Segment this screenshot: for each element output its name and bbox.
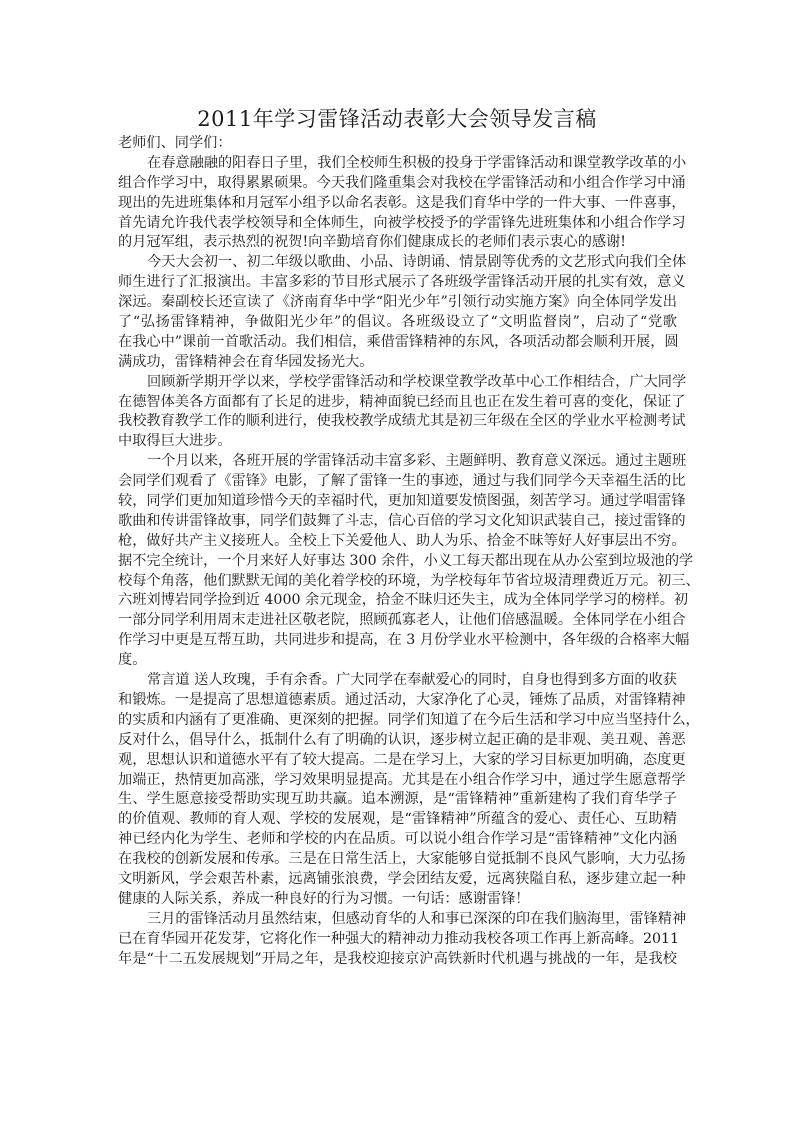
document-title: 2011年学习雷锋活动表彰大会领导发言稿 — [197, 107, 597, 131]
paragraph-line: 在我校的创新发展和传承。三是在日常生活上，大家能够自觉抵制不良风气影响，大力弘扬 — [118, 851, 686, 868]
paragraph-line: 反对什么，倡导什么，抵制什么有了明确的认识，逐步树立起正确的是非观、美丑观、善恶 — [118, 731, 686, 748]
paragraph-line: 我校教育教学工作的顺利进行，使我校教学成绩尤其是初三年级在全区的学业水平检测考试 — [118, 413, 686, 430]
paragraph-line: 生、学生愿意接受帮助实现互助共赢。追本溯源，是“雷锋精神”重新建构了我们育华学子 — [118, 791, 677, 808]
salutation: 老师们、同学们： — [118, 135, 232, 151]
paragraph-line: 了“弘扬雷锋精神，争做阳光少年”的倡议。各班级设立了“文明监督岗”，启动了“党歌 — [118, 314, 677, 331]
paragraph-line: 一个月以来，各班开展的学雷锋活动丰富多彩、主题鲜明、教育意义深远。通过主题班 — [147, 453, 687, 470]
paragraph-line: 已在育华园开花发芽，它将化作一种强大的精神动力推动我校各项工作再上新高峰。2011 — [118, 930, 680, 947]
paragraph-line: 师生进行了汇报演出。丰富多彩的节目形式展示了各班级学雷锋活动开展的扎实有效，意义 — [118, 274, 686, 291]
paragraph-line: 文明新风，学会艰苦朴素，远离铺张浪费，学会团结友爱，远离狭隘自私，逐步建立起一种 — [118, 870, 686, 887]
paragraph-line: 中取得巨大进步。 — [118, 433, 232, 450]
paragraph-line: 校每个角落，他们默默无闻的美化着学校的环境，为学校每年节省垃圾清理费近万元。初三、 — [118, 572, 700, 589]
paragraph-line: 六班刘博岩同学捡到近 4000 余元现金，拾金不昧归还失主，成为全体同学学习的榜样。初 — [118, 592, 689, 609]
paragraph-line: 回顾新学期开学以来，学校学雷锋活动和学校课堂教学改革中心工作相结合，广大同学 — [147, 373, 687, 390]
paragraph-line: 常言道 送人玫瑰，手有余香。广大同学在奉献爱心的同时，自身也得到多方面的收获 — [147, 672, 677, 689]
paragraph-line: 歌曲和传讲雷锋故事，同学们鼓舞了斗志，信心百倍的学习文化知识武装自己，接过雷锋的 — [118, 512, 686, 529]
paragraph-line: 度。 — [118, 652, 147, 669]
paragraph-line: 组合作学习中，取得累累硕果。今天我们隆重集会对我校在学雷锋活动和小组合作学习中涌 — [118, 174, 686, 191]
paragraph-line: 和锻炼。一是提高了思想道德素质。通过活动，大家净化了心灵，锤炼了品质，对雷锋精神 — [118, 691, 686, 708]
paragraph-line: 加端正，热情更加高涨，学习效果明显提高。尤其是在小组合作学习中，通过学生愿意帮学 — [118, 771, 686, 788]
paragraph-line: 健康的人际关系，养成一种良好的行为习惯。一句话：感谢雷锋！ — [118, 890, 530, 907]
paragraph — [118, 253, 687, 372]
paragraph-line: 今天大会初一、初二年级以歌曲、小品、诗朗诵、情景剧等优秀的文艺形式向我们全体 — [147, 254, 687, 271]
paragraph-line: 观，思想认识和道德水平有了较大提高。二是在学习上，大家的学习目标更加明确，态度更 — [118, 751, 686, 768]
paragraph — [118, 671, 700, 910]
paragraph-line: 较，同学们更加知道珍惜今天的幸福时代，更加知道要发愤图强，刻苦学习。通过学唱雷锋 — [118, 493, 686, 510]
paragraph-line: 的实质和内涵有了更准确、更深刻的把握。同学们知道了在今后生活和学习中应当坚持什么， — [118, 711, 700, 728]
paragraph-line: 会同学们观看了《雷锋》电影，了解了雷锋一生的事迹，通过与我们同学今天幸福生活的比 — [118, 473, 686, 490]
paragraph-line: 在德智体美各方面都有了长足的进步，精神面貌已经而且也正在发生着可喜的变化，保证了 — [118, 393, 686, 410]
paragraph — [118, 452, 700, 671]
paragraph — [118, 910, 687, 970]
paragraph-line: 作学习中更是互帮互助，共同进步和提高，在 3 月份学业水平检测中，各年级的合格率大幅 — [118, 632, 690, 649]
paragraph-line: 的月冠军组，表示热烈的祝贺!向辛勤培育你们健康成长的老师们表示衷心的感谢! — [118, 234, 626, 251]
paragraph — [118, 154, 687, 253]
paragraph-line: 据不完全统计，一个月来好人好事达 300 余件，小义工每天都出现在从办公室到垃圾池的学 — [118, 552, 694, 569]
document-body — [118, 134, 700, 969]
paragraph-line: 年是“十二五发展规划”开局之年，是我校迎接京沪高铁新时代机遇与挑战的一年，是我校 — [118, 950, 677, 967]
paragraph-line: 现出的先进班集体和月冠军小组予以命名表彰。这是我们育华中学的一件大事、一件喜事， — [118, 194, 686, 211]
paragraph-line: 的价值观、教师的育人观、学校的发展观，是“雷锋精神”所蕴含的爱心、责任心、互助精 — [118, 811, 677, 828]
paragraph-line: 神已经内化为学生、老师和学校的内在品质。可以说小组合作学习是“雷锋精神”文化内涵 — [118, 831, 677, 848]
paragraph-line: 在春意融融的阳春日子里，我们全校师生积极的投身于学雷锋活动和课堂教学改革的小 — [147, 154, 687, 171]
paragraph-line: 在我心中”课前一首歌活动。我们相信，乘借雷锋精神的东风，各项活动都会顺利开展，圆 — [118, 333, 679, 350]
paragraph-line: 三月的雷锋活动月虽然结束，但感动育华的人和事已深深的印在我们脑海里，雷锋精神 — [147, 910, 687, 927]
paragraph-line: 深远。秦副校长还宣读了《济南育华中学“阳光少年”引领行动实施方案》向全体同学发出 — [118, 294, 677, 311]
paragraph-line: 满成功，雷锋精神会在育华园发扬光大。 — [118, 353, 374, 370]
paragraph-line: 枪，做好共产主义接班人。全校上下关爱他人、助人为乐、拾金不昧等好人好事层出不穷。 — [118, 532, 686, 549]
paragraph — [118, 373, 687, 453]
paragraph-line: 首先请允许我代表学校领导和全体师生，向被学校授予的学雷锋先进班集体和小组合作学习 — [118, 214, 686, 231]
paragraph-line: 一部分同学利用周末走进社区敬老院，照顾孤寡老人，让他们倍感温暖。全体同学在小组合 — [118, 612, 686, 629]
